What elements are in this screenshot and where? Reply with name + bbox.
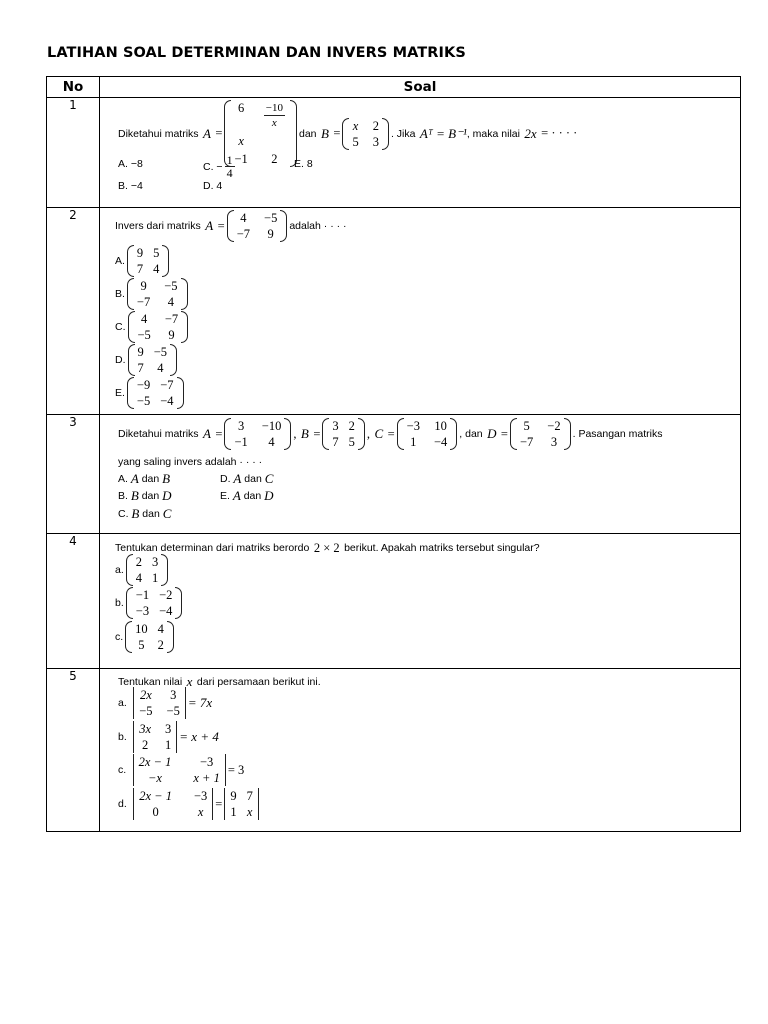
row-number: 4	[47, 534, 100, 669]
q4-option-a: a. 2 3 4 1	[115, 554, 170, 586]
q3-option-d: D. A dan C	[220, 471, 274, 486]
question-4	[100, 534, 741, 669]
q1-option-c: C. − $\frac{1}{4}$	[203, 153, 233, 180]
q4-option-c: c. 10 4 5 2	[115, 621, 176, 653]
question-5	[100, 669, 741, 832]
row-number: 3	[47, 415, 100, 534]
q2-option-c: C. 4 −7 −5 9	[115, 311, 190, 343]
q2-option-d: D. 9 −5 7 4	[115, 344, 179, 376]
q5-statement: Tentukan nilai x dari persamaan berikut ini.	[118, 674, 321, 689]
q2-option-a: A. 9 5 7 4	[115, 245, 171, 277]
q5-option-d: d. 2x − 1 −3 0 x = 9 7 1 x	[118, 788, 261, 820]
q1-option-e: E. 8	[294, 158, 313, 170]
q2-option-e: E. −9 −7 −5 −4	[115, 377, 186, 409]
q5-option-a: a. 2x 3 −5 −5 = 7x	[118, 688, 213, 718]
question-table	[46, 76, 741, 832]
q5-option-b: b. 3x 3 2 1 = x + 4	[118, 722, 219, 752]
q4-option-b: b. −1 −2 −3 −4	[115, 587, 184, 619]
matrix-a: 4 −5 −7 9	[227, 210, 288, 242]
header-soal: Soal	[100, 77, 741, 98]
question-1	[100, 98, 741, 208]
table-row	[47, 208, 741, 415]
row-number: 5	[47, 669, 100, 832]
q3-line-2: yang saling invers adalah · · · ·	[118, 456, 263, 468]
q5-option-c: c. 2x − 1 −3 −x x + 1 = 3	[118, 755, 245, 785]
page-title: LATIHAN SOAL DETERMINAN DAN INVERS MATRIKS	[47, 45, 466, 61]
question-2	[100, 208, 741, 415]
q3-option-e: E. A dan D	[220, 488, 274, 503]
table-row	[47, 415, 741, 534]
q3-statement: Diketahui matriks A = 3 −10 −1 4 , B = 3 2 7 5 , C = −3 10 1 −4 , dan D = 5 −2 −7 3 . Pasangan matriks	[118, 419, 663, 449]
q1-option-d: D. 4	[203, 180, 223, 192]
question-3	[100, 415, 741, 534]
q1-option-a: A. −8	[118, 158, 143, 170]
q3-option-b: B. B dan D	[118, 488, 172, 503]
table-row	[47, 534, 741, 669]
header-no: No	[47, 77, 100, 98]
table-row	[47, 669, 741, 832]
q1-statement: Diketahui matriks A = 6 −10 x x −1 2 dan B = x 2 5 3 . Jika Aᵀ = B⁻¹ , maka nilai 2x = · · · ·	[118, 101, 578, 166]
row-number: 1	[47, 98, 100, 208]
q3-option-a: A. A dan B	[118, 471, 171, 486]
q4-statement: Tentukan determinan dari matriks berordo 2 × 2 berikut. Apakah matriks tersebut singular?	[115, 540, 540, 555]
q2-statement: Invers dari matriks A = 4 −5 −7 9 adalah · · · ·	[115, 211, 347, 241]
q2-option-b: B. 9 −5 −7 4	[115, 278, 190, 310]
table-row	[47, 98, 741, 208]
table-header-row	[47, 77, 741, 98]
row-number: 2	[47, 208, 100, 415]
q3-option-c: C. B dan C	[118, 506, 172, 521]
q1-option-b: B. −4	[118, 180, 143, 192]
matrix-a: 6 −10 x x −1 2	[224, 100, 297, 167]
matrix-b: x 2 5 3	[342, 118, 389, 150]
